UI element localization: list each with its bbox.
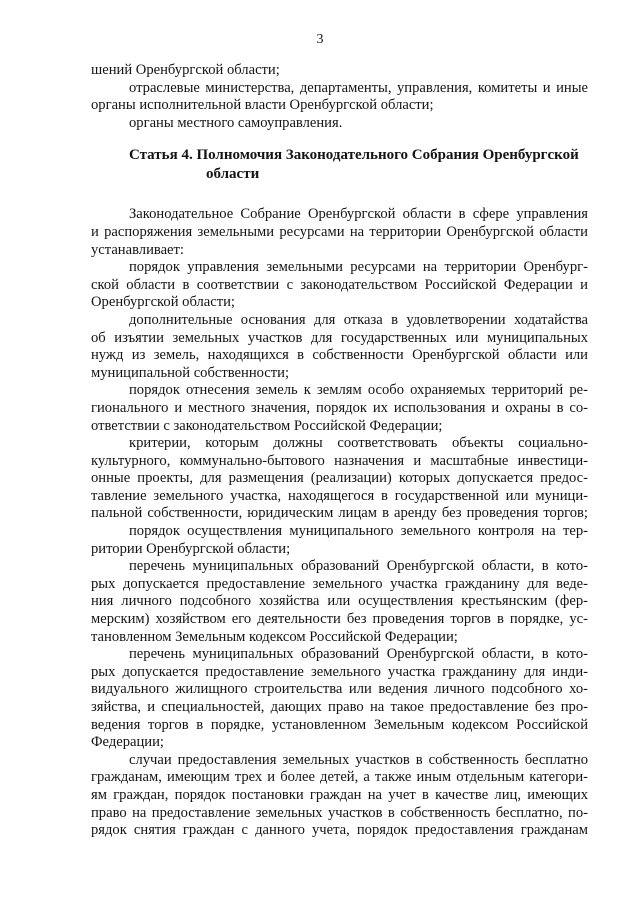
paragraph bbox=[91, 206, 588, 259]
paragraph bbox=[91, 312, 588, 382]
text-line: муниципальной собственности; bbox=[91, 364, 290, 381]
text-line: Законодательное Собрание Оренбургской области в сфере управления bbox=[129, 206, 588, 223]
text-line: шений Оренбургской области; bbox=[91, 62, 280, 78]
text-line: рых допускается предоставление земельного участка гражданину для веде- bbox=[91, 575, 588, 592]
text-line: органы исполнительной власти Оренбургской области; bbox=[91, 97, 434, 114]
text-line: мерским) хозяйством его деятельности без проведения торгов в порядке, ус- bbox=[91, 611, 588, 628]
text-line: порядок управления земельными ресурсами на территории Оренбург- bbox=[129, 259, 588, 276]
paragraph bbox=[91, 752, 588, 840]
text-line: об изъятии земельных участков для государственных или муниципальных bbox=[91, 329, 588, 346]
text-line: ведения торгов в порядке, установленном Земельным кодексом Российской bbox=[91, 716, 588, 733]
text-line: ритории Оренбургской области; bbox=[91, 540, 291, 557]
paragraph bbox=[91, 435, 588, 523]
text-line: рядок снятия граждан с данного учета, порядок предоставления гражданам bbox=[91, 822, 588, 839]
text-line: гионального и местного значения, порядок их использования и охраны в со- bbox=[91, 399, 588, 416]
article-heading-continued: области bbox=[206, 166, 260, 183]
text-line: ответствии с законодательством Российской Федерации; bbox=[91, 417, 443, 434]
paragraph bbox=[91, 259, 588, 312]
text-line: ния личного подсобного хозяйства или осуществления крестьянским (фер- bbox=[91, 593, 588, 610]
text-line: дополнительные основания для отказа в удовлетворении ходатайства bbox=[129, 311, 588, 328]
text-line: перечень муниципальных образований Оренбургской области, в кото- bbox=[129, 558, 588, 575]
text-line: зяйства, и специальностей, дающих право на такое предоставление без про- bbox=[91, 699, 588, 715]
text-line: порядок отнесения земель к землям особо охраняемых территорий ре- bbox=[129, 382, 588, 399]
text-line: рых допускается предоставление земельного участка гражданину для инди- bbox=[91, 663, 588, 680]
paragraph bbox=[91, 523, 588, 558]
text-line: Федерации; bbox=[91, 734, 164, 751]
text-line: случаи предоставления земельных участков в собственность бесплатно bbox=[129, 751, 588, 768]
text-line: тановленном Земельным кодексом Российской Федерации; bbox=[91, 628, 458, 645]
text-line: перечень муниципальных образований Оренбургской области, в кото- bbox=[129, 646, 588, 663]
article-heading: Статья 4. Полномочия Законодательного Собрания Оренбургской bbox=[129, 147, 579, 164]
text-line: пальной собственности, юридическим лицам в аренду без проведения торгов; bbox=[91, 505, 588, 522]
text-line: ям граждан, порядок постановки граждан на учет в качестве лиц, имеющих bbox=[91, 786, 588, 803]
page-number: 3 bbox=[316, 32, 324, 47]
text-line: органы местного самоуправления. bbox=[129, 114, 343, 131]
text-line: критерии, которым должны соответствовать объекты социально- bbox=[129, 435, 588, 452]
text-line: устанавливает: bbox=[91, 241, 184, 258]
spacer bbox=[91, 132, 588, 146]
page-content bbox=[91, 62, 588, 840]
text-line: право на предоставление земельных участков в собственность бесплатно, по- bbox=[91, 804, 588, 821]
text-line: и распоряжения земельными ресурсами на территории Оренбургской области bbox=[91, 223, 588, 240]
text-line: нужд из земель, находящихся в собственности Оренбургской области или bbox=[91, 347, 588, 364]
text-line: Оренбургской области; bbox=[91, 294, 235, 311]
text-line: ской области в соответствии с законодательством Российской Федерации и bbox=[91, 276, 588, 293]
text-line: гражданам, имеющим трех и более детей, а также иным отдельным категори- bbox=[91, 769, 588, 786]
text-line: отраслевые министерства, департаменты, управления, комитеты и иные bbox=[129, 79, 588, 96]
text-line: тавление земельного участка, находящегося в государственной или муници- bbox=[91, 487, 588, 504]
text-line: онные проекты, для размещения (реализации) которых допускается предос- bbox=[91, 470, 588, 487]
text-line: порядок осуществления муниципального земельного контроля на тер- bbox=[129, 523, 588, 540]
paragraph bbox=[91, 646, 588, 752]
paragraph bbox=[91, 558, 588, 646]
spacer bbox=[91, 184, 588, 206]
text-line: видуального жилищного строительства или ведения личного подсобного хо- bbox=[91, 681, 588, 698]
text-line: культурного, коммунально-бытового назначения и масштабные инвестици- bbox=[91, 452, 588, 469]
paragraph bbox=[91, 382, 588, 435]
